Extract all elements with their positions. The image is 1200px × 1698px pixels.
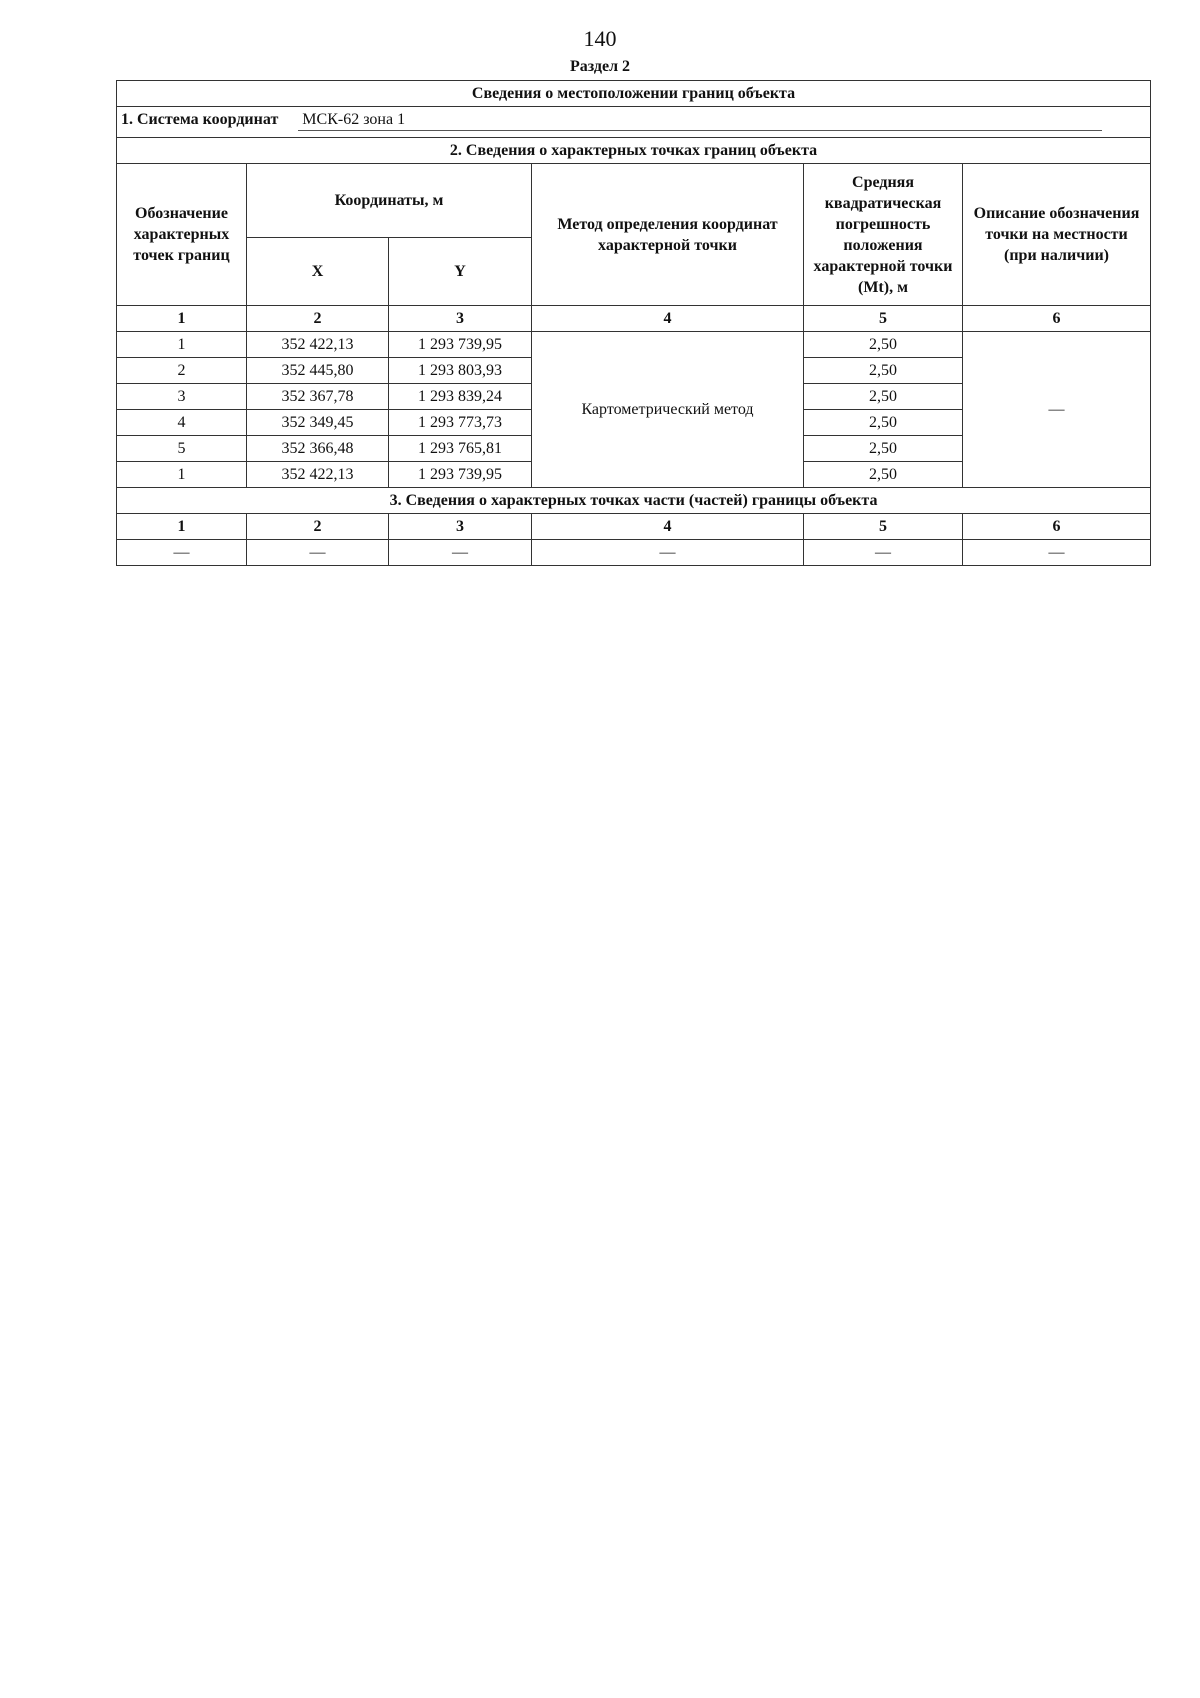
column-number: 5 — [804, 306, 963, 332]
point-x: 352 422,13 — [247, 462, 389, 488]
point-id: 4 — [117, 410, 247, 436]
empty-cell: — — [117, 540, 247, 566]
description-cell: — — [963, 332, 1151, 488]
header-x: X — [247, 238, 389, 306]
column-number: 3 — [389, 306, 532, 332]
point-error: 2,50 — [804, 358, 963, 384]
point-y: 1 293 803,93 — [389, 358, 532, 384]
table-row — [117, 332, 1151, 358]
parts-column-numbers-row — [117, 514, 1151, 540]
column-number: 2 — [247, 306, 389, 332]
points-section-title: 2. Сведения о характерных точках границ объекта — [117, 138, 1151, 164]
point-error: 2,50 — [804, 332, 963, 358]
point-y: 1 293 739,95 — [389, 462, 532, 488]
header-y: Y — [389, 238, 532, 306]
empty-cell: — — [389, 540, 532, 566]
coordinate-system-value: МСК-62 зона 1 — [298, 109, 1102, 131]
header-designation: Обозначение характерных точек границ — [117, 164, 247, 306]
point-x: 352 349,45 — [247, 410, 389, 436]
column-number: 6 — [963, 306, 1151, 332]
column-number: 3 — [389, 514, 532, 540]
point-x: 352 445,80 — [247, 358, 389, 384]
header-description: Описание обозначения точки на местности (при наличии) — [963, 164, 1151, 306]
column-number: 4 — [532, 514, 804, 540]
method-cell: Картометрический метод — [532, 332, 804, 488]
point-x: 352 366,48 — [247, 436, 389, 462]
coordinate-system-label: 1. Система координат — [121, 111, 279, 128]
point-id: 5 — [117, 436, 247, 462]
empty-cell: — — [963, 540, 1151, 566]
point-error: 2,50 — [804, 384, 963, 410]
point-y: 1 293 773,73 — [389, 410, 532, 436]
boundary-table — [116, 80, 1151, 566]
header-coordinates: Координаты, м — [247, 164, 532, 238]
table-title: Сведения о местоположении границ объекта — [117, 81, 1151, 107]
column-number: 1 — [117, 306, 247, 332]
header-error: Средняя квадратическая погрешность положения характерной точки (Mt), м — [804, 164, 963, 306]
parts-section-title: 3. Сведения о характерных точках части (частей) границы объекта — [117, 488, 1151, 514]
point-y: 1 293 765,81 — [389, 436, 532, 462]
point-id: 3 — [117, 384, 247, 410]
column-number: 6 — [963, 514, 1151, 540]
column-number: 2 — [247, 514, 389, 540]
parts-empty-row — [117, 540, 1151, 566]
empty-cell: — — [804, 540, 963, 566]
point-error: 2,50 — [804, 436, 963, 462]
empty-cell: — — [532, 540, 804, 566]
column-number: 5 — [804, 514, 963, 540]
point-x: 352 422,13 — [247, 332, 389, 358]
point-id: 1 — [117, 462, 247, 488]
column-numbers-row — [117, 306, 1151, 332]
column-number: 4 — [532, 306, 804, 332]
point-y: 1 293 839,24 — [389, 384, 532, 410]
coordinate-system-row — [117, 107, 1151, 138]
header-method: Метод определения координат характерной точки — [532, 164, 804, 306]
point-id: 1 — [117, 332, 247, 358]
point-error: 2,50 — [804, 462, 963, 488]
column-number: 1 — [117, 514, 247, 540]
page-number: 140 — [583, 26, 617, 51]
point-y: 1 293 739,95 — [389, 332, 532, 358]
point-id: 2 — [117, 358, 247, 384]
point-x: 352 367,78 — [247, 384, 389, 410]
section-title: Раздел 2 — [569, 58, 631, 75]
point-error: 2,50 — [804, 410, 963, 436]
empty-cell: — — [247, 540, 389, 566]
